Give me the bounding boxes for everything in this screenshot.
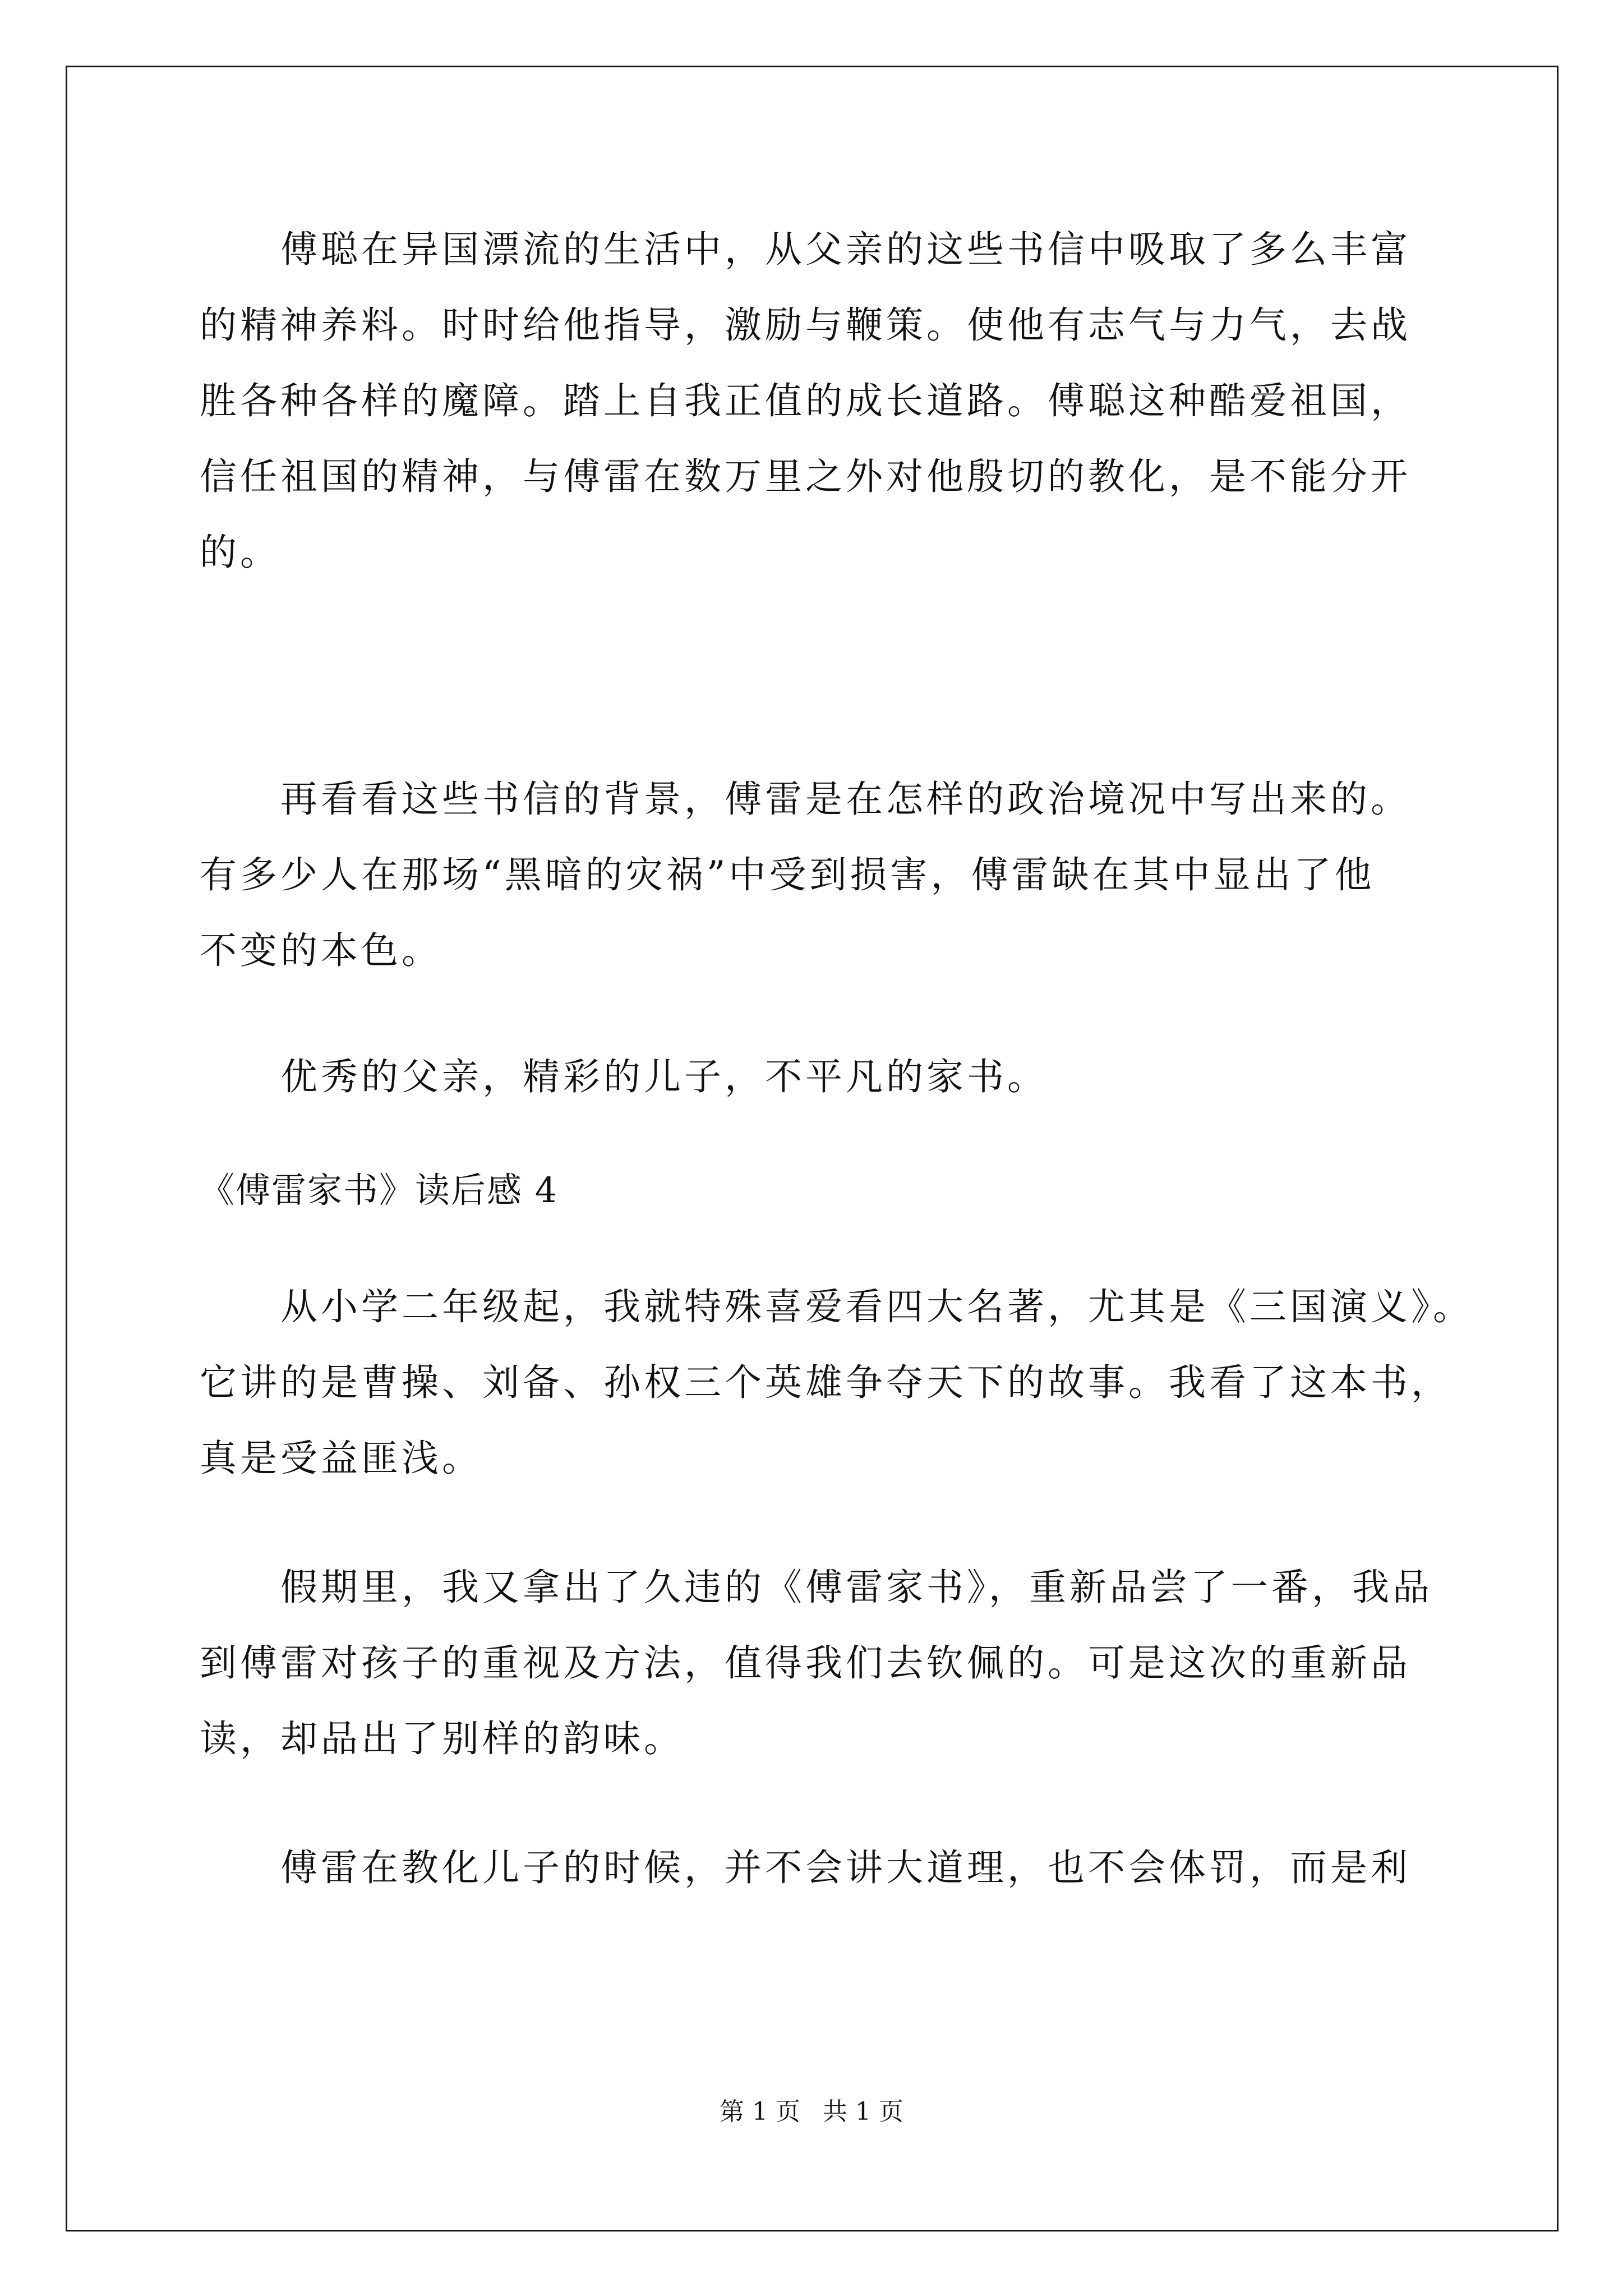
- page-number: 第 1 页: [720, 2097, 800, 2126]
- paragraph-line: 它讲的是曹操、刘备、孙权三个英雄争夺天下的故事。我看了这本书，: [200, 1361, 1451, 1404]
- paragraph-line: 到傅雷对孩子的重视及方法，值得我们去钦佩的。可是这次的重新品: [200, 1641, 1411, 1685]
- paragraph-line: 真是受益匪浅。: [200, 1437, 482, 1480]
- paragraph-line: 的精神养料。时时给他指导，激励与鞭策。使他有志气与力气，去战: [200, 303, 1411, 347]
- paragraph-line: 从小学二年级起，我就特殊喜爱看四大名著，尤其是《三国演义》。: [280, 1285, 1473, 1328]
- paragraph-line: 再看看这些书信的背景，傅雷是在怎样的政治境况中写出来的。: [280, 777, 1411, 821]
- paragraph-line: 的。: [200, 531, 280, 574]
- page-total: 共 1 页: [823, 2097, 903, 2126]
- paragraph-line: 读，却品出了别样的韵味。: [200, 1717, 684, 1760]
- paragraph-line: 有多少人在那场“黑暗的灾祸”中受到损害，傅雷缺在其中显出了他: [200, 853, 1375, 896]
- page-footer: [0, 2095, 1623, 2129]
- paragraph-line: 假期里，我又拿出了久违的《傅雷家书》，重新品尝了一番，我品: [280, 1566, 1433, 1609]
- paragraph-line: 胜各种各样的魔障。踏上自我正值的成长道路。傅聪这种酷爱祖国，: [200, 379, 1411, 422]
- paragraph-line: 傅雷在教化儿子的时候，并不会讲大道理，也不会体罚，而是利: [280, 1846, 1411, 1889]
- paragraph-line: 傅聪在异国漂流的生活中，从父亲的这些书信中吸取了多么丰富: [280, 228, 1411, 271]
- paragraph-line: 优秀的父亲，精彩的儿子，不平凡的家书。: [280, 1055, 1048, 1098]
- paragraph-line: 信任祖国的精神，与傅雷在数万里之外对他殷切的教化，是不能分开: [200, 455, 1411, 498]
- paragraph-line: 不变的本色。: [200, 929, 442, 972]
- section-heading: 《傅雷家书》读后感 4: [200, 1170, 559, 1211]
